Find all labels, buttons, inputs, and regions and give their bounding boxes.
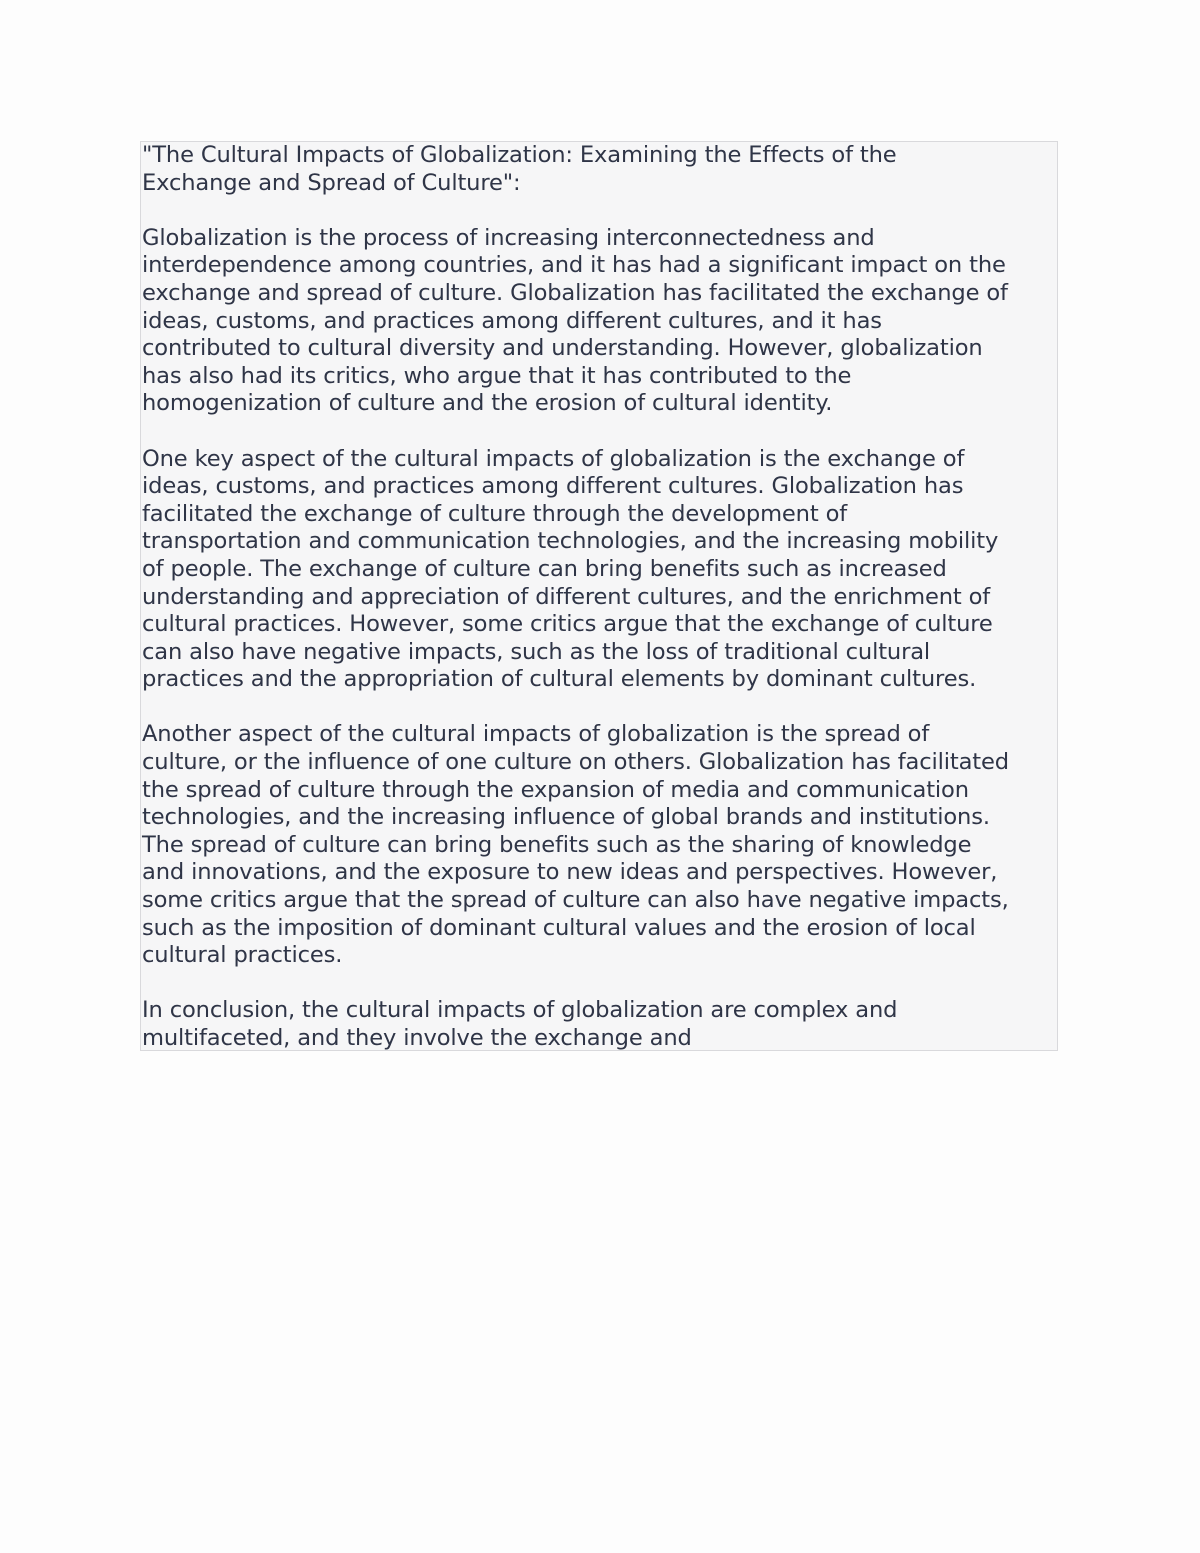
paragraph-line: interdependence among countries, and it has had a significant impact on the (142, 252, 1006, 279)
paragraph-line: homogenization of culture and the erosion of cultural identity. (142, 390, 833, 417)
paragraph-4 (141, 997, 1057, 1051)
paragraph-line: the spread of culture through the expansion of media and communication (142, 776, 969, 803)
paragraph-line: facilitated the exchange of culture through the development of (142, 500, 848, 527)
paragraph-line: exchange and spread of culture. Globalization has facilitated the exchange of (142, 279, 1008, 306)
blank-line (141, 418, 1057, 446)
paragraph-line: cultural practices. (142, 942, 343, 969)
paragraph-line: some critics argue that the spread of culture can also have negative impacts, (142, 887, 1009, 914)
paragraph-1 (141, 225, 1057, 418)
paragraph-line: practices and the appropriation of cultural elements by dominant cultures. (142, 666, 977, 693)
blank-line (141, 197, 1057, 225)
paragraph-2 (141, 446, 1057, 694)
paragraph-line: and innovations, and the exposure to new ideas and perspectives. However, (142, 859, 998, 886)
paragraph-line: culture, or the influence of one culture on others. Globalization has facilitated (142, 749, 1009, 776)
paragraph-3 (141, 721, 1057, 969)
paragraph-line: Another aspect of the cultural impacts of globalization is the spread of (142, 721, 930, 748)
paragraph-line: can also have negative impacts, such as the loss of traditional cultural (142, 638, 931, 665)
paragraph-line: has also had its critics, who argue that it has contributed to the (142, 362, 852, 389)
paragraph-line: cultural practices. However, some critics argue that the exchange of culture (142, 611, 993, 638)
paragraph-line: The spread of culture can bring benefits such as the sharing of knowledge (142, 831, 972, 858)
paragraph-line: Globalization is the process of increasing interconnectedness and (142, 224, 875, 251)
paragraph-line: In conclusion, the cultural impacts of globalization are complex and (142, 997, 898, 1024)
blank-line (141, 970, 1057, 998)
blank-line (141, 694, 1057, 722)
paragraph-line: such as the imposition of dominant cultural values and the erosion of local (142, 914, 976, 941)
paragraph-line: ideas, customs, and practices among different cultures, and it has (142, 307, 882, 334)
title-line: Exchange and Spread of Culture": (142, 169, 521, 196)
paragraph-line: ideas, customs, and practices among different cultures. Globalization has (142, 473, 964, 500)
paragraph-line: transportation and communication technologies, and the increasing mobility (142, 528, 999, 555)
paragraph-line: technologies, and the increasing influence of global brands and institutions. (142, 804, 990, 831)
paragraph-line: multifaceted, and they involve the exchange and (142, 1025, 692, 1051)
paragraph-line: of people. The exchange of culture can bring benefits such as increased (142, 555, 947, 582)
title-line: "The Cultural Impacts of Globalization: Examining the Effects of the (142, 142, 897, 168)
paragraph-line: understanding and appreciation of different cultures, and the enrichment of (142, 583, 991, 610)
paragraph-line: contributed to cultural diversity and understanding. However, globalization (142, 335, 983, 362)
text-box (140, 141, 1058, 1051)
paragraph-line: One key aspect of the cultural impacts of globalization is the exchange of (142, 445, 965, 472)
